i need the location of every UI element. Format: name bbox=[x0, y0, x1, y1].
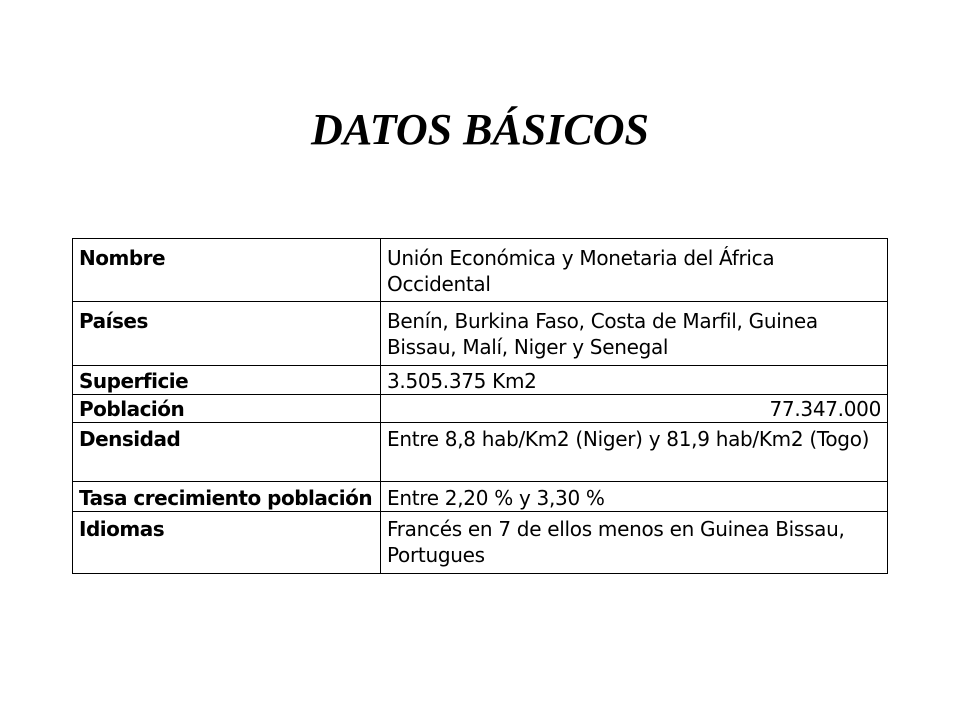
table-row-nombre bbox=[73, 239, 888, 302]
row-value-poblacion: 77.347.000 bbox=[381, 395, 888, 423]
page-title: DATOS BÁSICOS bbox=[311, 105, 649, 154]
row-label-tasa-crecimiento: Tasa crecimiento población bbox=[73, 482, 381, 512]
basic-data-table bbox=[72, 238, 888, 574]
table-row-paises bbox=[73, 302, 888, 366]
row-value-nombre: Unión Económica y Monetaria del África Occidental bbox=[381, 239, 888, 302]
row-value-superficie: 3.505.375 Km2 bbox=[381, 366, 888, 395]
row-label-nombre: Nombre bbox=[73, 239, 381, 302]
row-label-superficie: Superficie bbox=[73, 366, 381, 395]
table-row-poblacion bbox=[73, 395, 888, 423]
row-value-paises: Benín, Burkina Faso, Costa de Marfil, Guinea Bissau, Malí, Niger y Senegal bbox=[381, 302, 888, 366]
row-value-idiomas: Francés en 7 de ellos menos en Guinea Bissau, Portugues bbox=[381, 512, 888, 574]
row-label-idiomas: Idiomas bbox=[73, 512, 381, 574]
row-value-tasa-crecimiento: Entre 2,20 % y 3,30 % bbox=[381, 482, 888, 512]
row-value-densidad: Entre 8,8 hab/Km2 (Niger) y 81,9 hab/Km2 (Togo) bbox=[381, 423, 888, 482]
row-label-paises: Países bbox=[73, 302, 381, 366]
table-row-idiomas bbox=[73, 512, 888, 574]
table-row-superficie bbox=[73, 366, 888, 395]
row-label-densidad: Densidad bbox=[73, 423, 381, 482]
row-label-poblacion: Población bbox=[73, 395, 381, 423]
table-row-densidad bbox=[73, 423, 888, 482]
table-row-tasa-crecimiento bbox=[73, 482, 888, 512]
